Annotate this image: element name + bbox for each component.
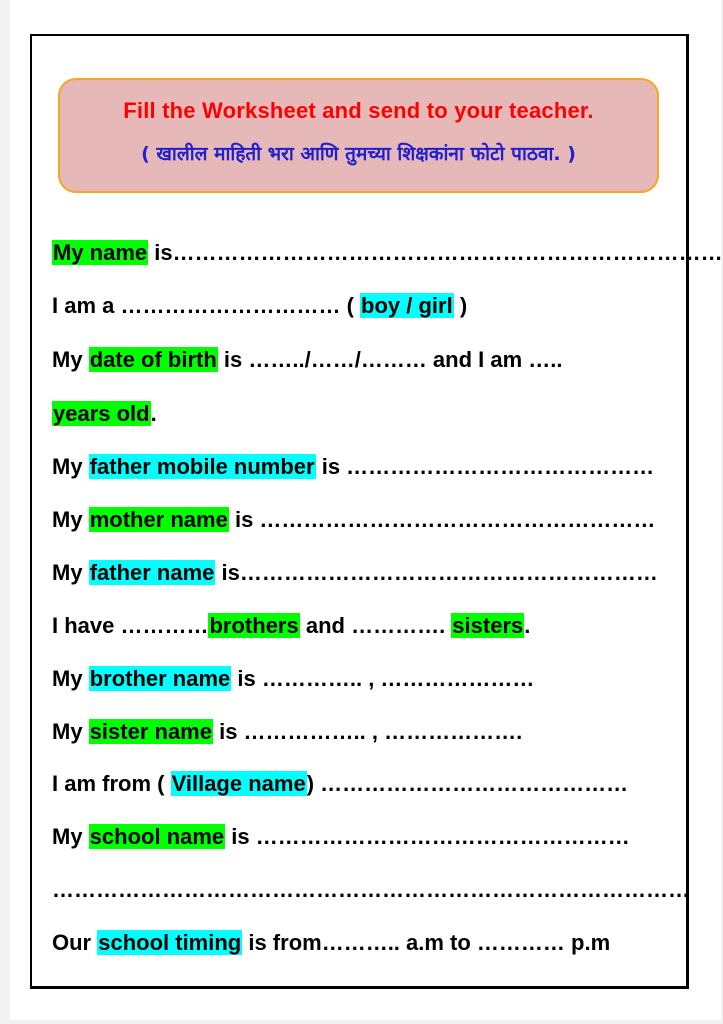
line-text: is ………………………………………………: [228, 507, 656, 532]
line-text: My: [52, 666, 89, 691]
line-timing: [52, 926, 683, 960]
line-text: is ……………………………………: [315, 454, 655, 479]
line-sister: [52, 715, 683, 749]
highlight-cyan: father name: [89, 560, 215, 585]
line-text: ): [453, 293, 468, 318]
line-text: .: [150, 401, 157, 426]
line-text: ) ……………………………………: [306, 771, 629, 796]
line-text: I am a ………………………… (: [52, 293, 361, 318]
line-text: is ……../……/……… and I am …..: [217, 347, 563, 372]
highlight-cyan: Village name: [171, 771, 306, 796]
line-text: Our: [52, 930, 98, 955]
line-text: My: [52, 507, 89, 532]
line-school-cont: [52, 873, 690, 907]
line-dob: [52, 343, 683, 377]
line-village: [52, 767, 683, 801]
worksheet-title: Fill the Worksheet and send to your teacher.: [123, 98, 594, 123]
highlight-green: mother name: [89, 507, 228, 532]
highlight-cyan: school timing: [98, 930, 242, 955]
line-siblings: [52, 609, 683, 643]
line-text: My: [52, 454, 89, 479]
line-father: [52, 556, 683, 590]
line-text: and ………….: [299, 613, 452, 638]
line-text: is ……………………………………………: [225, 824, 630, 849]
line-text: My: [52, 347, 89, 372]
highlight-green: sisters: [452, 613, 524, 638]
line-text: .: [524, 613, 531, 638]
line-text: My: [52, 560, 89, 585]
line-brother: [52, 662, 683, 696]
header-box: [58, 78, 659, 193]
highlight-cyan: brother name: [89, 666, 231, 691]
worksheet-subtitle-marathi: ( खालील माहिती भरा आणि तुमच्या शिक्षकांना फोटो पाठवा. ): [141, 143, 576, 165]
line-text: ……………………………………………………………………………: [52, 877, 690, 902]
line-text: is…………………………………………………: [215, 560, 658, 585]
highlight-green: school name: [89, 824, 225, 849]
line-text: I am from (: [52, 771, 171, 796]
line-text: is from……….. a.m to ………… p.m: [242, 930, 611, 955]
highlight-cyan: boy / girl: [361, 293, 453, 318]
line-age: [52, 397, 683, 431]
line-name: [52, 236, 723, 270]
line-text: My: [52, 824, 89, 849]
line-school: [52, 820, 683, 854]
highlight-green: brothers: [209, 613, 299, 638]
line-mother: [52, 503, 683, 537]
line-text: is …………….. , ……………….: [212, 719, 523, 744]
highlight-green: sister name: [89, 719, 212, 744]
line-text: I have …………: [52, 613, 209, 638]
line-text: My: [52, 719, 89, 744]
highlight-green: My name: [53, 240, 148, 265]
highlight-cyan: father mobile number: [89, 454, 315, 479]
line-gender: [52, 289, 683, 323]
highlight-green: years old: [53, 401, 150, 426]
highlight-green: date of birth: [89, 347, 217, 372]
line-father-mobile: [52, 450, 683, 484]
line-text: is…………………………………………………………………: [148, 240, 723, 265]
line-text: is ………….. , …………………: [231, 666, 535, 691]
